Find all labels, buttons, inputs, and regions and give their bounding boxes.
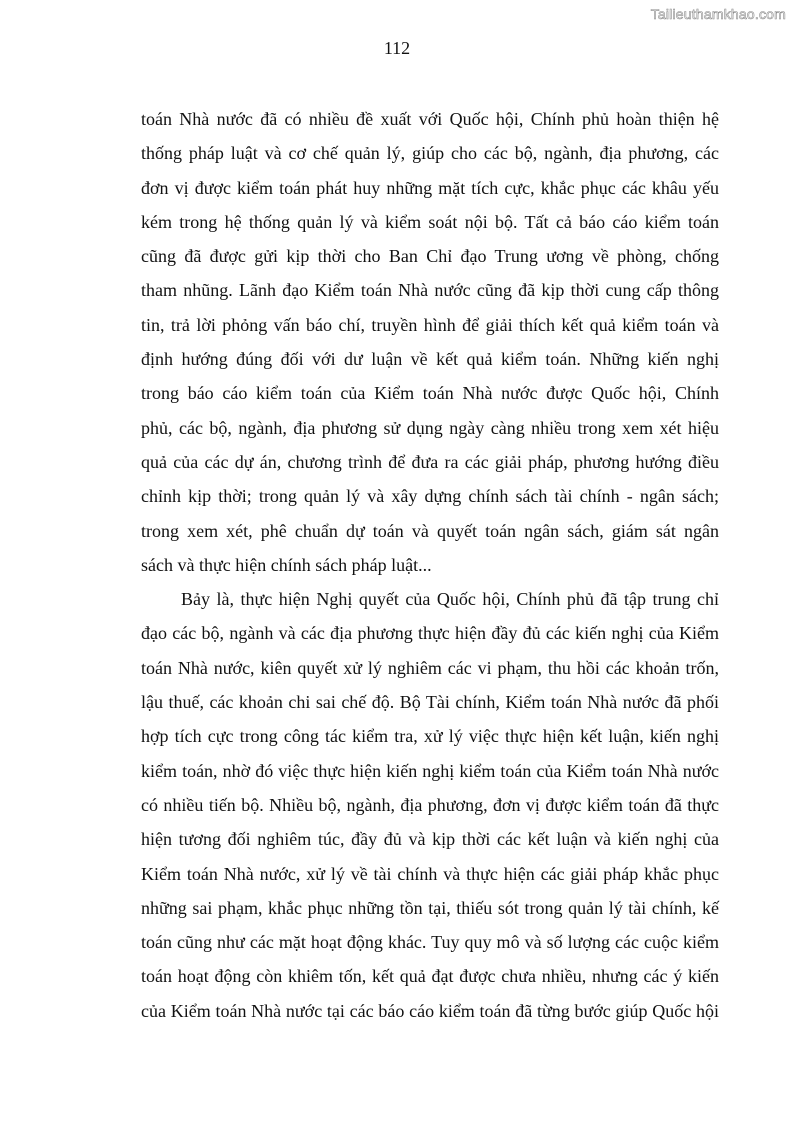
page-number: 112 (383, 38, 411, 58)
text-line: kém trong hệ thống quản lý và kiểm soát nội bộ. Tất cả báo cáo kiểm toán (141, 211, 719, 232)
text-line: của Kiểm toán Nhà nước tại các báo cáo kiểm toán đã từng bước giúp Quốc hội (141, 1000, 719, 1021)
text-line: chỉnh kịp thời; trong quản lý và xây dựng chính sách tài chính - ngân sách; (141, 486, 719, 507)
text-line: đạo các bộ, ngành và các địa phương thực hiện đầy đủ các kiến nghị của Kiểm (141, 623, 719, 644)
text-line: tham nhũng. Lãnh đạo Kiểm toán Nhà nước cũng đã kịp thời cung cấp thông (141, 280, 719, 301)
text-line: toán Nhà nước, kiên quyết xử lý nghiêm các vi phạm, thu hồi các khoản trốn, (141, 657, 719, 678)
paragraph (141, 582, 719, 1028)
text-line: định hướng đúng đối với dư luận về kết quả kiểm toán. Những kiến nghị (141, 349, 719, 370)
text-line: toán hoạt động còn khiêm tốn, kết quả đạt được chưa nhiều, nhưng các ý kiến (141, 966, 719, 987)
text-line: sách và thực hiện chính sách pháp luật... (141, 554, 432, 575)
document-body (141, 102, 719, 1028)
text-line: quả của các dự án, chương trình để đưa ra các giải pháp, phương hướng điều (141, 451, 719, 472)
text-line: lậu thuế, các khoản chi sai chế độ. Bộ Tài chính, Kiểm toán Nhà nước đã phối (141, 692, 719, 713)
paragraph (141, 102, 719, 582)
text-line: thống pháp luật và cơ chế quản lý, giúp cho các bộ, ngành, địa phương, các (141, 143, 719, 164)
text-line: cũng đã được gửi kịp thời cho Ban Chỉ đạo Trung ương về phòng, chống (141, 246, 719, 267)
text-line: Bảy là, thực hiện Nghị quyết của Quốc hội, Chính phủ đã tập trung chỉ (181, 589, 719, 610)
text-line: đơn vị được kiểm toán phát huy những mặt tích cực, khắc phục các khâu yếu (141, 177, 719, 198)
text-line: phủ, các bộ, ngành, địa phương sử dụng ngày càng nhiều trong xem xét hiệu (141, 417, 719, 438)
text-line: kiểm toán, nhờ đó việc thực hiện kiến nghị kiểm toán của Kiểm toán Nhà nước (141, 760, 719, 781)
text-line: trong báo cáo kiểm toán của Kiểm toán Nhà nước được Quốc hội, Chính (141, 383, 719, 404)
text-line: hợp tích cực trong công tác kiểm tra, xử lý việc thực hiện kết luận, kiến nghị (141, 726, 719, 747)
text-line: toán cũng như các mặt hoạt động khác. Tuy quy mô và số lượng các cuộc kiểm (141, 932, 719, 953)
text-line: tin, trả lời phỏng vấn báo chí, truyền hình để giải thích kết quả kiểm toán và (141, 314, 719, 335)
watermark-text: Tailieuthamkhao.com (650, 6, 786, 22)
text-line: những sai phạm, khắc phục những tồn tại, thiếu sót trong quản lý tài chính, kế (141, 897, 719, 918)
text-line: hiện tương đối nghiêm túc, đầy đủ và kịp thời các kết luận và kiến nghị của (141, 829, 719, 850)
text-line: có nhiều tiến bộ. Nhiều bộ, ngành, địa phương, đơn vị được kiểm toán đã thực (141, 794, 719, 815)
text-line: toán Nhà nước đã có nhiều đề xuất với Quốc hội, Chính phủ hoàn thiện hệ (141, 109, 719, 129)
text-line: trong xem xét, phê chuẩn dự toán và quyết toán ngân sách, giám sát ngân (141, 520, 719, 541)
text-line: Kiểm toán Nhà nước, xử lý về tài chính và thực hiện các giải pháp khắc phục (141, 863, 719, 884)
